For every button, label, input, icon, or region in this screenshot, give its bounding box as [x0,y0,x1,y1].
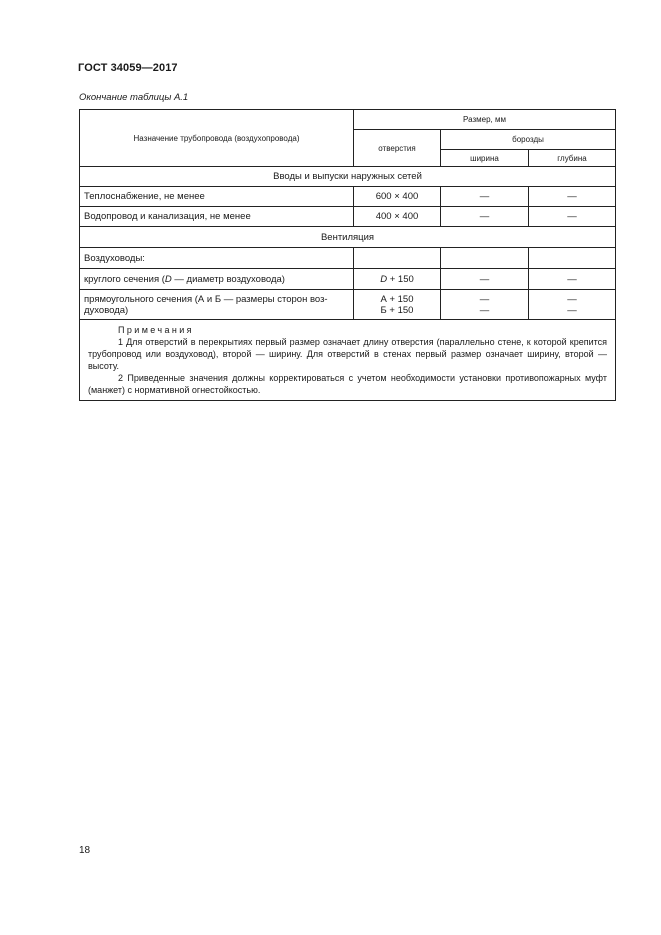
rect-width-line1: — [479,293,490,305]
document-code: ГОСТ 34059—2017 [78,62,178,74]
header-depth: глубина [529,150,616,167]
ducts-label: Воздуховоды: [80,248,354,269]
header-opening: отверстия [354,130,441,167]
table-caption: Окончание таблицы А.1 [79,92,189,103]
round-duct-name [80,269,354,290]
round-duct-width: — [441,269,529,290]
round-duct-prefix: круглого сечения ( [84,273,165,285]
rect-name-line2: духовода) [84,304,129,316]
notes-block [80,320,616,401]
rect-opening-line1: А + 150 [380,293,414,305]
rect-name-line1: прямоугольного сечения (А и Б — размеры сторон воз- [84,293,328,305]
row-width: — [441,207,529,227]
header-width: ширина [441,150,529,167]
round-duct-var: D [164,273,172,285]
rect-opening-line2: Б + 150 [380,304,414,316]
round-duct-opening [354,269,441,290]
note-2: 2 Приведенные значения должны корректироваться с учетом необходимости установки противопожарных муфт (манжет) с нормативной огнестойкостью. [88,373,608,395]
round-opening-rest: + 150 [387,273,414,285]
row-opening: 400 × 400 [354,207,441,227]
note-1: 1 Для отверстий в перекрытиях первый размер означает длину отверстия (параллельно стене, к которой крепится трубопровод или воздуховод), второй — ширину. Для отверстий в стенах первый размер означает ширину, второй — высоту. [88,337,608,371]
round-opening-var: D [380,273,388,285]
section-inputs-outputs: Вводы и выпуски наружных сетей [80,167,616,187]
row-opening: 600 × 400 [354,187,441,207]
row-width: — [441,187,529,207]
empty-cell [529,248,616,269]
rect-duct-depth [529,290,616,320]
empty-cell [441,248,529,269]
rect-depth-line2: — [567,304,577,316]
table-row [80,207,616,227]
row-depth: — [529,187,616,207]
rect-duct-width [441,290,529,320]
empty-cell [354,248,441,269]
header-groove: борозды [441,130,616,150]
rect-width-line2: — [479,304,490,316]
row-depth: — [529,207,616,227]
round-duct-suffix: — диаметр воздуховода) [171,273,285,285]
rect-duct-name [80,290,354,320]
table-row [80,269,616,290]
table-row [80,290,616,320]
row-name: Теплоснабжение, не менее [80,187,354,207]
header-purpose: Назначение трубопровода (воздухопровода) [80,110,354,167]
section-ventilation: Вентиляция [80,227,616,248]
table-row [80,187,616,207]
rect-depth-line1: — [567,293,577,305]
row-name: Водопровод и канализация, не менее [80,207,354,227]
notes-title: Примечания [118,325,194,335]
rect-duct-opening [354,290,441,320]
page-number: 18 [79,845,91,856]
table-row [80,248,616,269]
header-size: Размер, мм [354,110,616,130]
round-duct-depth: — [529,269,616,290]
openings-table [79,109,616,401]
